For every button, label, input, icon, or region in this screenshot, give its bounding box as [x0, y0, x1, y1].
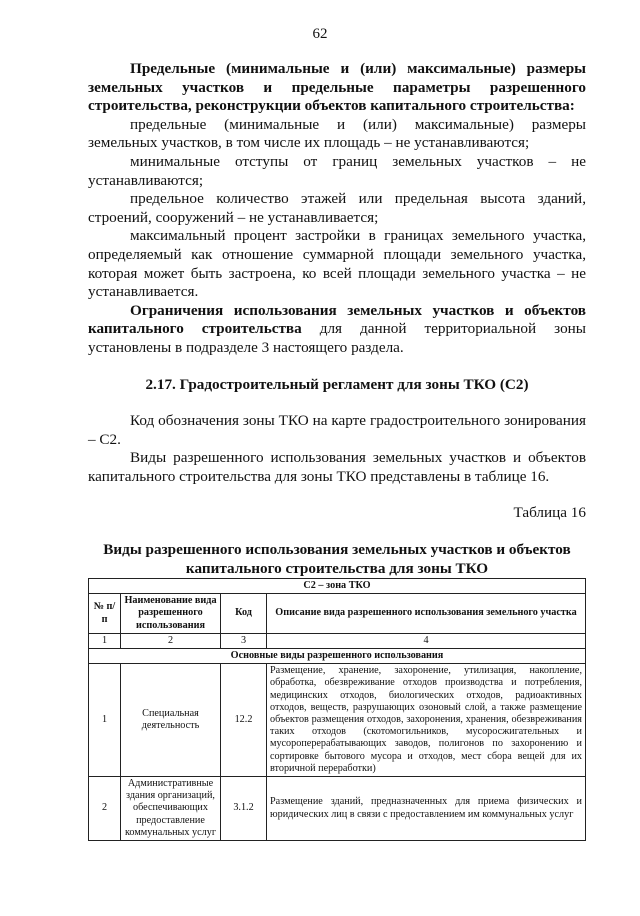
- table-row: [89, 777, 586, 841]
- usage-table: [88, 578, 586, 841]
- header-code: Код: [221, 594, 267, 634]
- row-name: Административные здания организаций, обеспечивающих предоставление коммунальных услуг: [121, 777, 221, 841]
- column-number-2: 2: [121, 633, 221, 648]
- row-number: 2: [89, 777, 121, 841]
- usage-types-paragraph: Виды разрешенного использования земельных участков и объектов капитального строительства для зоны ТКО представлены в таблице 16.: [88, 449, 586, 485]
- body-text: [88, 60, 586, 523]
- limits-item-3: предельное количество этажей или предельная высота зданий, строений, сооружений – не устанавливается;: [88, 190, 586, 226]
- limits-item-4: максимальный процент застройки в границах земельного участка, определяемый как отношение суммарной площади земельного участка, которая может быть застроена, ко всей площади земельного участка – не устанавливается.: [88, 227, 586, 301]
- section-title: 2.17. Градостроительный регламент для зоны ТКО (С2): [145, 375, 529, 393]
- restrictions-bold: Ограничения использования земельных участков и объектов капитального строительства: [88, 301, 586, 338]
- restrictions-paragraph: [88, 302, 586, 358]
- table-title: Виды разрешенного использования земельных участков и объектов капитального строительства для зоны ТКО: [103, 541, 571, 577]
- header-description: Описание вида разрешенного использования земельного участка: [267, 594, 586, 634]
- column-number-4: 4: [267, 633, 586, 648]
- limits-heading: Предельные (минимальные и (или) максимальные) размеры земельных участков и предельные параметры разрешенного строительства, реконструкции объектов капитального строительства:: [88, 60, 586, 115]
- row-description: Размещение зданий, предназначенных для приема физических и юридических лиц в связи с предоставлением им коммунальных услуг: [267, 777, 586, 841]
- limits-item-1: предельные (минимальные и (или) максимальные) размеры земельных участков, в том числе их площадь – не устанавливаются;: [88, 115, 586, 152]
- header-name: Наименование вида разрешенного использования: [121, 594, 221, 634]
- row-number: 1: [89, 664, 121, 777]
- limits-item-2: минимальные отступы от границ земельных участков – не устанавливаются;: [88, 152, 586, 189]
- group-label: Основные виды разрешенного использования: [89, 649, 586, 664]
- row-code: 3.1.2: [221, 777, 267, 841]
- zone-header: С2 – зона ТКО: [89, 579, 586, 594]
- column-number-3: 3: [221, 633, 267, 648]
- restrictions-rest: для данной территориальной зоны установлены в подразделе 3 настоящего раздела.: [88, 320, 586, 356]
- row-code: 12.2: [221, 664, 267, 777]
- row-name: Специальная деятельность: [121, 664, 221, 777]
- table-label: Таблица 16: [513, 504, 586, 522]
- zone-code-paragraph: Код обозначения зоны ТКО на карте градостроительного зонирования – С2.: [88, 412, 586, 448]
- row-description: Размещение, хранение, захоронение, утилизация, накопление, обработка, обезвреживание отходов производства и потребления, медицинских отходов, биологических отходов, радиоактивных отходов, веществ, разрушающих озоновый слой, а также размещение объектов размещения отходов, захоронения, хранения, обезвреживания таких отходов (скотомогильников, мусоросжигательных и мусороперерабатывающих заводов, полигонов по захоронению и сортировке бытового мусора и отходов, мест сбора вещей для их вторичной переработки): [267, 664, 586, 777]
- page-number: 62: [312, 26, 328, 42]
- table-row: [89, 664, 586, 777]
- header-number: № п/п: [89, 594, 121, 634]
- column-number-1: 1: [89, 633, 121, 648]
